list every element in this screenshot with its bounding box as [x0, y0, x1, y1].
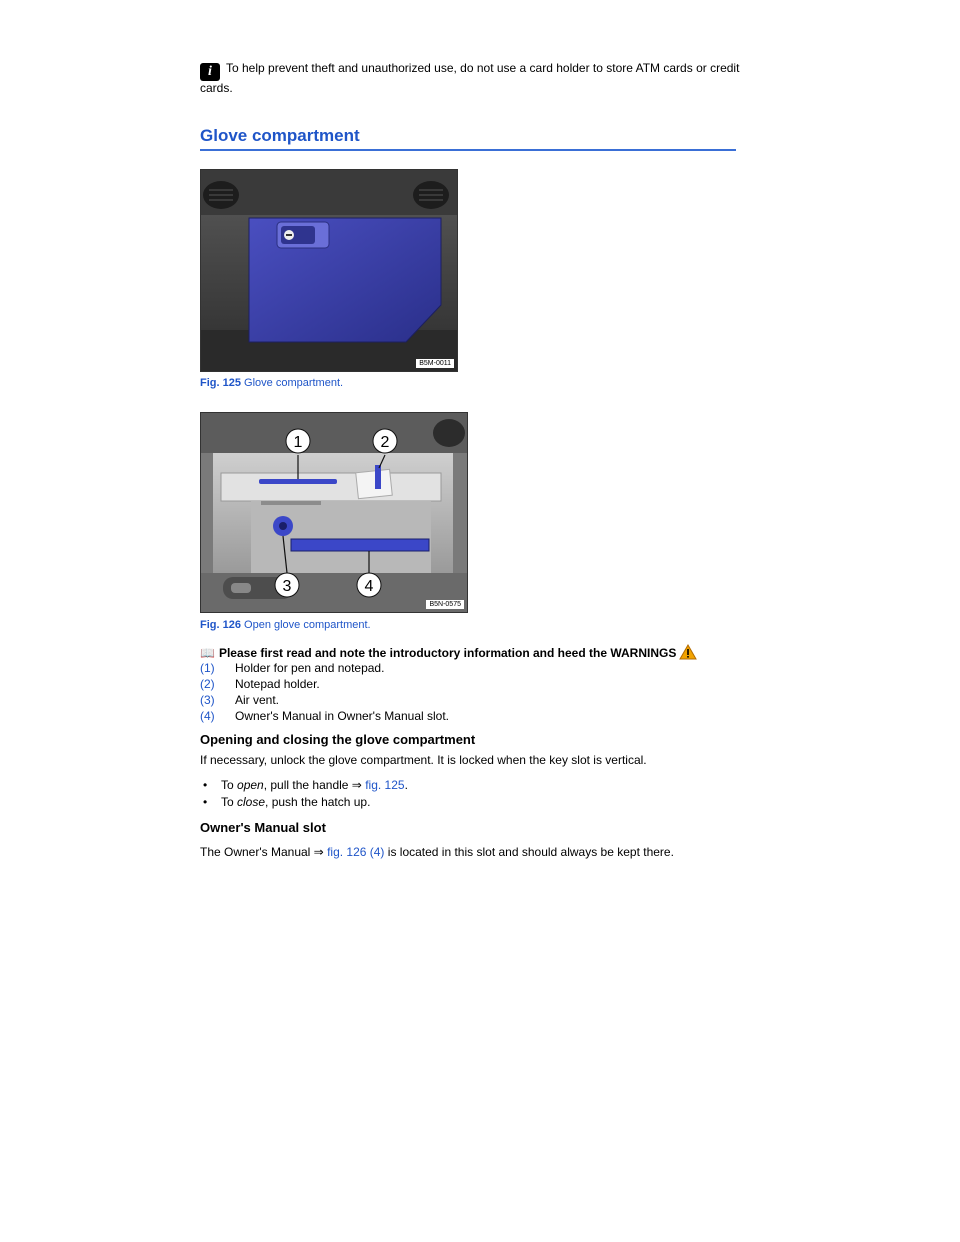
legend-number: (1): [200, 661, 215, 675]
figure-125-caption: [200, 377, 343, 389]
legend-text: Holder for pen and notepad.: [235, 661, 385, 675]
fig-125-link[interactable]: fig. 125: [365, 778, 405, 792]
legend-number: (4): [200, 709, 215, 723]
figure-126-caption: [200, 619, 371, 631]
legend-text: Air vent.: [235, 693, 280, 707]
legend-number: (3): [200, 693, 215, 707]
figure-126-code: B5N-0575: [426, 600, 464, 609]
legend-item: [200, 676, 449, 692]
bullet-open-text: To open, pull the handle ⇒ fig. 125.: [221, 778, 408, 792]
section-title: Glove compartment: [200, 126, 736, 151]
fig-126-link[interactable]: fig. 126 (4): [327, 845, 385, 859]
callout-4: 4: [364, 578, 374, 595]
figure-125-number: Fig. 125: [200, 377, 241, 389]
legend-item: [200, 660, 449, 676]
figure-126-number: Fig. 126: [200, 619, 241, 631]
figure-legend: [200, 660, 449, 724]
legend-text: Owner's Manual in Owner's Manual slot.: [235, 709, 450, 723]
legend-text: Notepad holder.: [235, 677, 320, 691]
bullet-open: [200, 777, 408, 793]
bullet-close: [200, 794, 370, 810]
info-note-text: To help prevent theft and unauthorized use, do not use a card holder to store ATM cards or credit cards.: [200, 61, 740, 95]
warning-icon: [679, 644, 697, 663]
opening-heading: Opening and closing the glove compartment: [200, 732, 476, 747]
bullet-dot: •: [203, 795, 208, 809]
callout-2: 2: [380, 434, 390, 451]
manual-slot-text: The Owner's Manual ⇒ fig. 126 (4) is located in this slot and should always be kept there.: [200, 845, 674, 859]
callout-3: 3: [282, 578, 292, 595]
bullet-close-text: To close, push the hatch up.: [221, 795, 371, 809]
bullet-dot: •: [203, 778, 208, 792]
book-icon: 📖: [200, 646, 215, 660]
figure-126-caption-text: Open glove compartment.: [244, 619, 371, 631]
figure-125-image: [200, 169, 458, 372]
info-note: [200, 61, 740, 96]
figure-126-image: [200, 412, 468, 613]
read-first-text: Please first read and note the introductory information and heed the WARNINGS: [218, 646, 677, 660]
figure-125-caption-text: Glove compartment.: [244, 377, 344, 389]
manual-slot-heading: Owner's Manual slot: [200, 820, 326, 835]
callout-1: 1: [293, 434, 303, 451]
legend-item: [200, 708, 449, 724]
figure-125-code: B5M-0011: [416, 359, 454, 368]
legend-number: (2): [200, 677, 215, 691]
opening-text: If necessary, unlock the glove compartment. It is locked when the key slot is vertical.: [200, 753, 647, 767]
legend-item: [200, 692, 449, 708]
info-icon: i: [200, 63, 220, 81]
